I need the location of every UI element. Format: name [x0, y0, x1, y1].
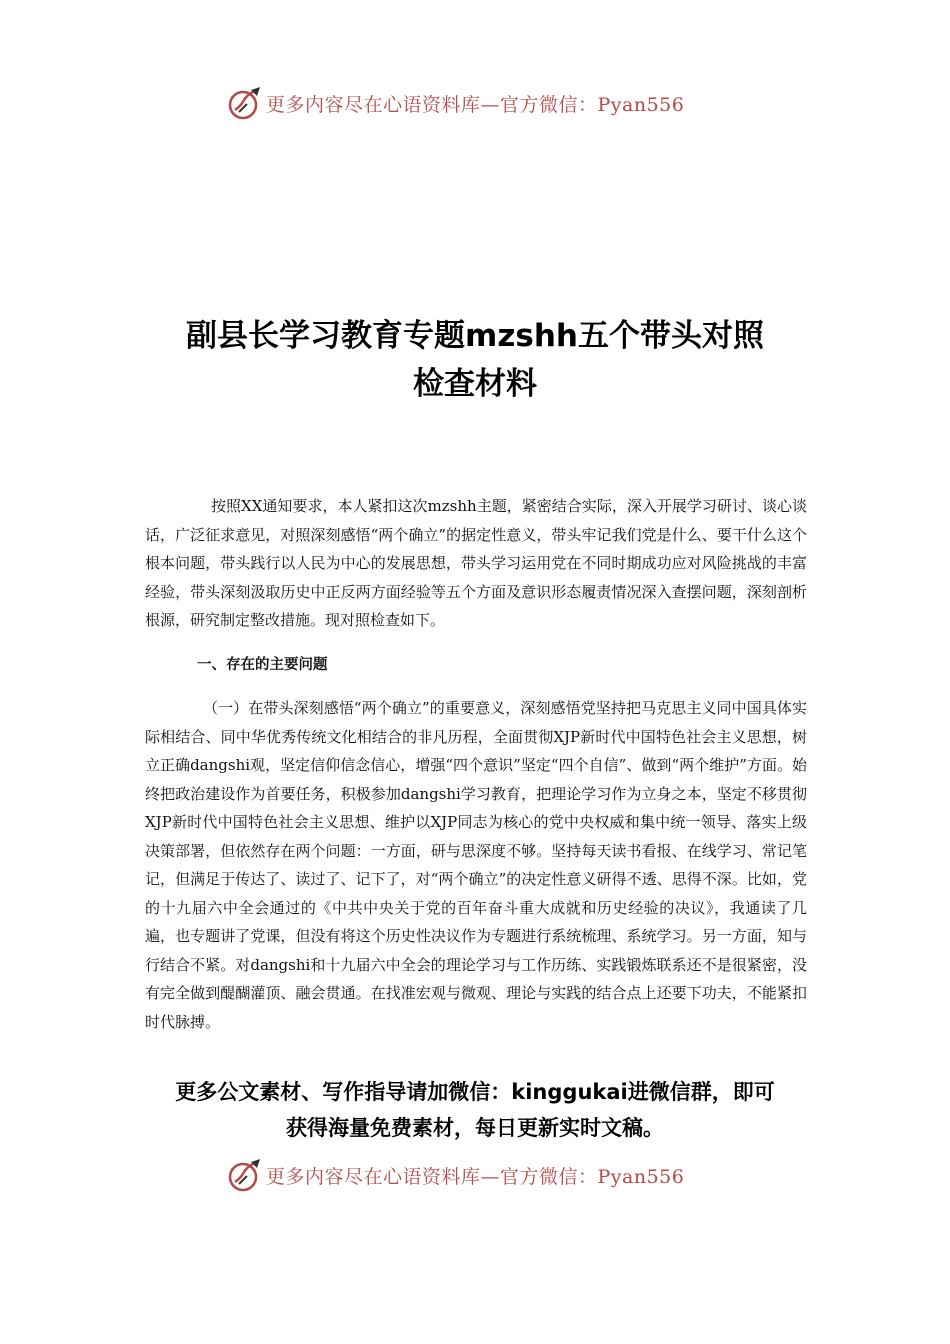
pen-logo-icon [227, 86, 263, 122]
section1-paragraph: （一）在带头深刻感悟“两个确立”的重要意义，深刻感悟党坚持把马克思主义同中国具体实际相结合、同中华优秀传统文化相结合的非凡历程，全面贯彻XJP新时代中国特色社会主义思想，树立正确dangshi观，坚定信仰信念信心，增强“四个意识”坚定“四个自信”、做到“两个维护”方面。始终把政治建设作为首要任务，积极参加dangshi学习教育，把理论学习作为立身之本，坚定不移贯彻XJP新时代中国特色社会主义思想、维护以XJP同志为核心的党中央权威和集中统一领导、落实上级决策部署，但依然存在两个问题：一方面，研与思深度不够。坚持每天读书看报、在线学习、常记笔记，但满足于传达了、读过了、记下了，对“两个确立”的决定性意义研得不透、思得不深。比如，党的十九届六中全会通过的《中共中央关于党的百年奋斗重大成就和历史经验的决议》，我通读了几遍，也专题讲了党课，但没有将这个历史性决议作为专题进行系统梳理、系统学习。另一方面，知与行结合不紧。对dangshi和十九届六中全会的理论学习与工作历练、实践锻炼联系还不是很紧密，没有完全做到醍醐灌顶、融会贯通。在找准宏观与微观、理论与实践的结合点上还要下功夫，不能紧扣时代脉搏。 [145, 699, 807, 1031]
title-line-1: 副县长学习教育专题mzshh五个带头对照 [186, 318, 764, 354]
section1-heading: 一、存在的主要问题 [197, 657, 328, 673]
intro-paragraph: 按照XX通知要求，本人紧扣这次mzshh主题，紧密结合实际，深入开展学习研讨、谈心谈话，广泛征求意见，对照深刻感悟“两个确立”的据定性意义，带头牢记我们党是什么、要干什么这个根本问题，带头践行以人民为中心的发展思想，带头学习运用党在不同时期成功应对风险挑战的丰富经验，带头深刻汲取历史中正反两方面经验等五个方面及意识形态履责情况深入查摆问题，深刻剖析根源，研究制定整改措施。现对照检查如下。 [145, 497, 807, 629]
promo-line-1: 更多公文素材、写作指导请加微信：kinggukai进微信群，即可 [175, 1080, 775, 1104]
header-banner-text: 更多内容尽在心语资料库—官方微信：Pyan556 [266, 94, 685, 116]
promo-line-2: 获得海量免费素材，每日更新实时文稿。 [286, 1116, 664, 1140]
pen-logo-icon [227, 1158, 263, 1194]
footer-banner [0, 1152, 950, 1202]
document-title [0, 312, 950, 408]
title-line-2: 检查材料 [413, 366, 537, 402]
header-banner [0, 80, 950, 130]
footer-banner-text: 更多内容尽在心语资料库—官方微信：Pyan556 [266, 1166, 685, 1188]
promo-text [0, 1074, 950, 1146]
